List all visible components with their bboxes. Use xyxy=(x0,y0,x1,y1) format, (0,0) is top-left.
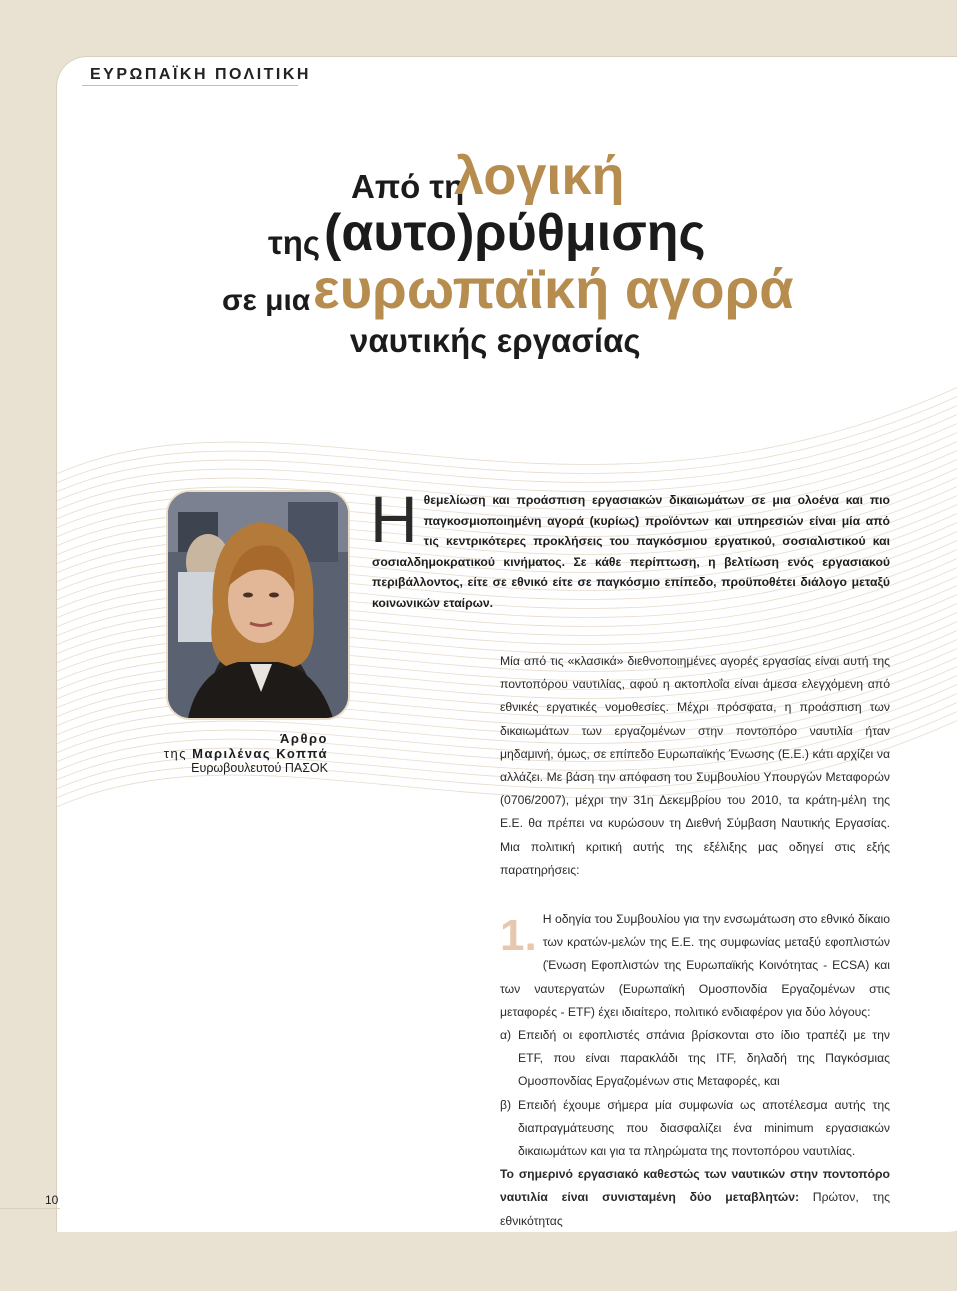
title-line1-prefix: Από τη xyxy=(351,168,465,205)
intro-dropcap: Η xyxy=(370,482,418,556)
list-item-a xyxy=(500,1024,890,1094)
portrait-illustration xyxy=(168,492,348,718)
footer-divider xyxy=(0,1208,60,1209)
list-item-b-label: β) xyxy=(500,1097,512,1112)
page-number: 10 xyxy=(45,1193,59,1207)
title-line2-main: (αυτο)ρύθμισης xyxy=(324,204,706,262)
byline xyxy=(164,731,328,776)
author-portrait xyxy=(166,490,350,720)
section-label: ΕΥΡΩΠΑΪΚΗ ΠΟΛΙΤΙΚΗ xyxy=(90,66,311,83)
list-item-b xyxy=(500,1094,890,1164)
title-line1-accent: λογική xyxy=(454,146,625,206)
byline-of: της xyxy=(163,746,187,761)
byline-role: Ευρωβουλευτού ΠΑΣΟΚ xyxy=(191,761,328,775)
byline-author-line xyxy=(164,746,328,761)
list-item-a-text: Επειδή οι εφοπλιστές σπάνια βρίσκονται στο ίδιο τραπέζι με την ETF, που είναι παρακλάδι της ITF, δηλαδή της Παγκόσμιας Ομοσπονδίας Εργαζομένων στις Μεταφορές, και xyxy=(518,1028,890,1089)
title-line4: ναυτικής εργασίας xyxy=(350,322,641,359)
byline-article-label: Άρθρο xyxy=(280,731,328,746)
closing-rest: Πρώτον, της εθνικότητας xyxy=(500,1190,890,1228)
body-paragraph-1: Μία από τις «κλασικά» διεθνοποιημένες αγορές εργασίας είναι αυτή της ποντοπόρου ναυτιλίας, αφού η ακτοπλοΐα είναι άμεσα ελεγχόμενη από εθνικές εργατικές νομοθεσίες. Μέχρι πρόσφατα, η προάσπιση των δικαιωμάτων των εργαζομένων στην ποντοπόρο ναυτιλία ήταν μηδαμινή, όμως, σε επίπεδο Ευρωπαϊκής Ένωσης (Ε.Ε.) κάτι αρχίζει να αλλάζει. Με βάση την απόφαση του Συμβουλίου Υπουργών Μεταφορών (0706/2007), μέχρι την 31η Δεκεμβρίου του 2010, τα κράτη-μέλη της Ε.Ε. θα πρέπει να κυρώσουν τη Διεθνή Σύμβαση Ναυτικής Εργασίας. Μια πολιτική κριτική αυτής της εξέλιξης μας οδηγεί στις εξής παρατηρήσεις: xyxy=(500,654,890,877)
closing-bold: Το σημερινό εργασιακό καθεστώς των ναυτικών στην ποντοπόρο ναυτιλία είναι συνισταμένη δύο μεταβλητών: xyxy=(500,1167,890,1205)
body-closing xyxy=(500,1163,890,1233)
body-paragraph-2: Η οδηγία του Συμβουλίου για την ενσωμάτωση στο εθνικό δίκαιο των κρατών-μελών της Ε.Ε. της συμφωνίας μεταξύ εφοπλιστών (Ένωση Εφοπλιστών της Ευρωπαϊκής Κοινότητας - ECSA) και των ναυτεργατών (Ευρωπαϊκή Ομοσπονδία Εργαζομένων στις μεταφορές - ETF) έχει ιδιαίτερο, πολιτικό ενδιαφέρον για δύο λόγους: xyxy=(500,912,890,1019)
intro-text: θεμελίωση και προάσπιση εργασιακών δικαιωμάτων σε μια ολοένα και πιο παγκοσμιοποιημένη αγορά (κυρίως) προϊόντων και υπηρεσιών είναι μία από τις κεντρικότερες προκλήσεις του παγκόσμιου εργατικού, σοσιαλιστικού και σοσιαλδημοκρατικού κινήματος. Σε κάθε περίπτωση, η βελτίωση ενός εργασιακού περιβάλλοντος, είτε σε εθνικό είτε σε παγκόσμιο επίπεδο, προϋποθέτει διάλογο μεταξύ κοινωνικών εταίρων. xyxy=(372,493,890,610)
article-body xyxy=(500,650,890,1233)
section-divider xyxy=(82,85,298,86)
byline-author: Μαριλένας Κοππά xyxy=(192,746,328,761)
title-line2-prefix: της xyxy=(268,224,321,261)
title-line3-accent: ευρωπαϊκή αγορά xyxy=(313,257,794,320)
wave-line xyxy=(57,347,957,507)
list-item-a-label: α) xyxy=(500,1028,512,1043)
point-number: 1. xyxy=(500,911,537,961)
body-point-1 xyxy=(500,908,890,1024)
title-line3-prefix: σε μια xyxy=(222,284,311,317)
intro-paragraph xyxy=(370,482,890,613)
list-item-b-text: Επειδή έχουμε σήμερα μία συμφωνία ως αποτέλεσμα αυτής της διαπραγμάτευσης που διασφαλίζει ένα minimum εργασιακών δικαιωμάτων και για τα πληρώματα της ποντοπόρου ναυτιλίας. xyxy=(518,1097,890,1159)
